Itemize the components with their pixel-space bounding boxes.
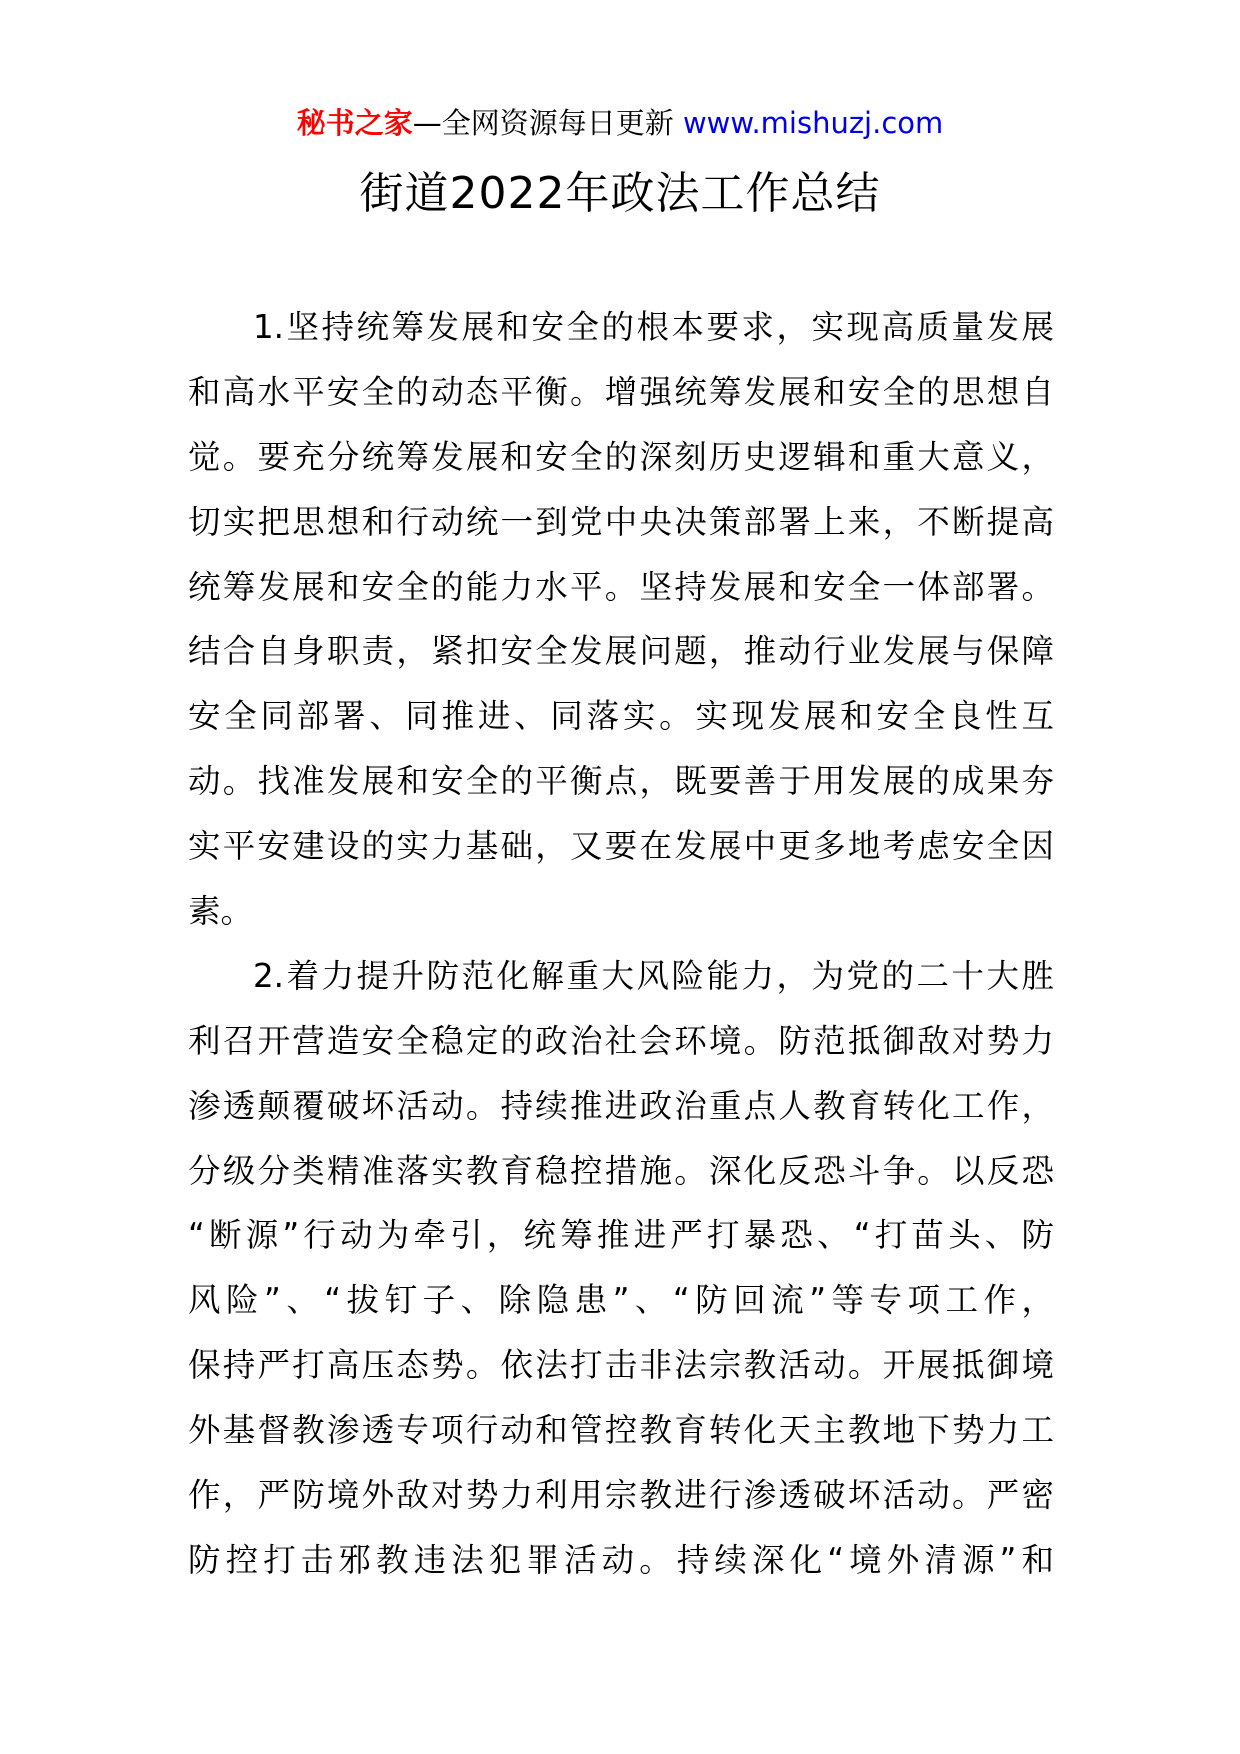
site-header	[0, 101, 1240, 145]
paragraph-1-line: 切实把思想和行动统一到党中央决策部署上来，不断提高	[188, 502, 1054, 541]
document-body	[188, 295, 1054, 1593]
paragraph-1-line: 统筹发展和安全的能力水平。坚持发展和安全一体部署。	[188, 567, 1054, 606]
paragraph-1-line: 觉。要充分统筹发展和安全的深刻历史逻辑和重大意义，	[188, 437, 1054, 476]
paragraph-1-line: 结合自身职责，紧扣安全发展问题，推动行业发展与保障	[188, 632, 1054, 671]
paragraph-2-line: 风险”、“拔钉子、除隐患”、“防回流”等专项工作，	[188, 1281, 1054, 1320]
paragraph-2-line: 外基督教渗透专项行动和管控教育转化天主教地下势力工	[188, 1411, 1054, 1450]
paragraph-1-line: 和高水平安全的动态平衡。增强统筹发展和安全的思想自	[188, 372, 1054, 411]
paragraph-2-line: 利召开营造安全稳定的政治社会环境。防范抵御敌对势力	[188, 1021, 1054, 1060]
paragraph-1-line: 1.坚持统筹发展和安全的根本要求，实现高质量发展	[253, 308, 1054, 346]
site-slogan: —全网资源每日更新	[412, 106, 674, 140]
paragraph-1-line: 实平安建设的实力基础，又要在发展中更多地考虑安全因	[188, 827, 1054, 866]
paragraph-2-line: 作，严防境外敌对势力利用宗教进行渗透破坏活动。严密	[188, 1476, 1054, 1515]
document-title: 街道2022年政法工作总结	[359, 168, 881, 219]
paragraph-2-line: “断源”行动为牵引，统筹推进严打暴恐、“打苗头、防	[188, 1216, 1054, 1255]
paragraph-1-line: 安全同部署、同推进、同落实。实现发展和安全良性互	[188, 697, 1054, 736]
paragraph-2-line: 渗透颠覆破坏活动。持续推进政治重点人教育转化工作，	[188, 1086, 1054, 1125]
paragraph-1-line: 动。找准发展和安全的平衡点，既要善于用发展的成果夯	[188, 762, 1054, 801]
site-url-link[interactable]: www.mishuzj.com	[682, 106, 944, 140]
paragraph-1-line: 素。	[188, 892, 254, 931]
paragraph-2-line: 分级分类精准落实教育稳控措施。深化反恐斗争。以反恐	[188, 1151, 1054, 1190]
paragraph-2-line: 2.着力提升防范化解重大风险能力，为党的二十大胜	[253, 956, 1054, 995]
paragraph-2-line: 防控打击邪教违法犯罪活动。持续深化“境外清源”和	[188, 1540, 1054, 1579]
site-brand: 秘书之家	[296, 106, 413, 140]
paragraph-2-line: 保持严打高压态势。依法打击非法宗教活动。开展抵御境	[188, 1346, 1054, 1385]
